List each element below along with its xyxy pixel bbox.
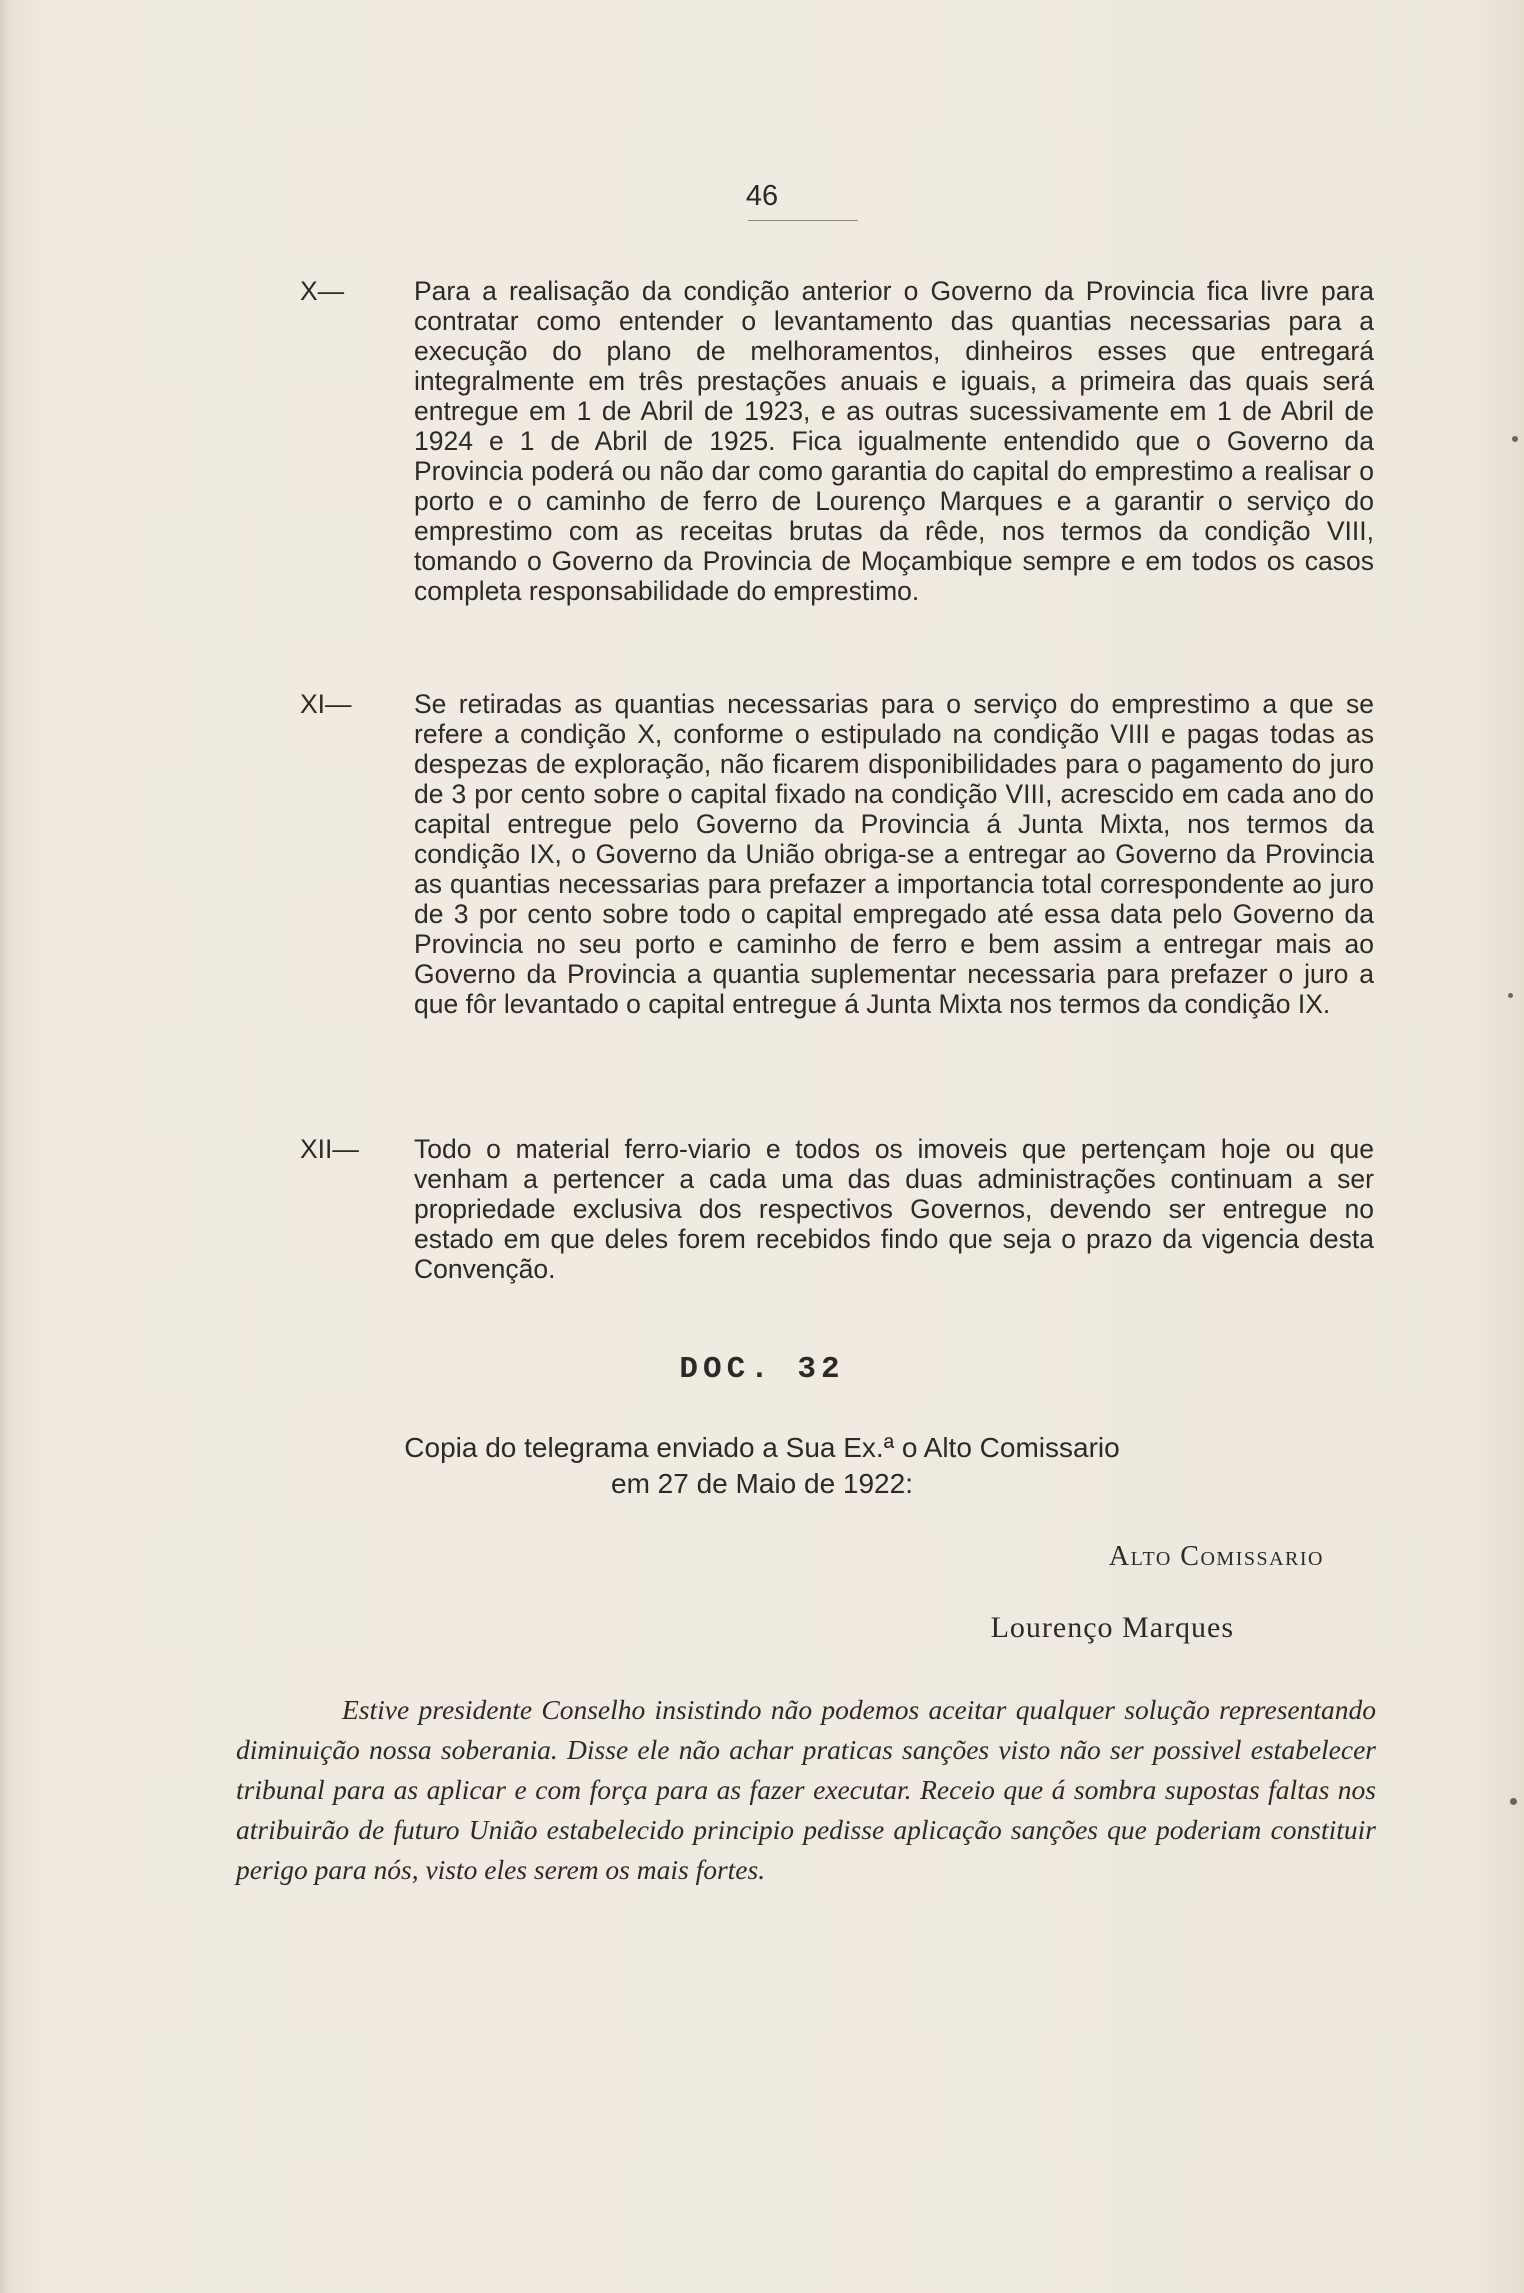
clause-xi (300, 689, 1374, 1019)
clause-text: Se retiradas as quantias necessarias para o serviço do emprestimo a que se refere a condição X, conforme o estipulado na condição VIII e pagas todas as despezas de exploração, não ficarem disponibilidades para o pagamento do juro de 3 por cento sobre o capital fixado na condição VIII, acrescido em cada ano do capital entregue pelo Governo da Provincia á Junta Mixta, nos termos da condição IX, o Governo da União obriga-se a entregar ao Governo da Provincia as quantias necessarias para prefazer a importancia total correspondente ao juro de 3 por cento sobre todo o capital empregado até essa data pelo Governo da Provincia no seu porto e caminho de ferro e bem assim a entregar mais ao Governo da Provincia a quantia suplementar necessaria para prefazer o juro a que fôr levantado o capital entregue á Junta Mixta nos termos da condição IX. (414, 689, 1374, 1019)
paper-speck (1508, 993, 1513, 998)
clause-number: X— (300, 276, 345, 306)
page-edge-shadow (0, 0, 10, 2293)
telegram-caption-line-1: Copia do telegrama enviado a Sua Ex.ª o Alto Comissario (404, 1432, 1120, 1463)
clause-xii (300, 1134, 1374, 1284)
paper-speck (1512, 436, 1518, 442)
clause-x (300, 276, 1374, 606)
paper-speck (1510, 1798, 1517, 1805)
telegram-caption-line-2: em 27 de Maio de 1922: (611, 1468, 913, 1499)
addressee-title: Alto Comissario (1108, 1541, 1324, 1572)
addressee-place: Lourenço Marques (990, 1611, 1234, 1644)
page-number-rule (748, 220, 858, 221)
clause-text: Para a realisação da condição anterior o Governo da Provincia fica livre para contratar como entender o levantamento das quantias necessarias para a execução do plano de melhoramentos, dinheiros esses que entregará integralmente em três prestações anuais e iguais, a primeira das quais será entregue em 1 de Abril de 1923, e as outras sucessivamente em 1 de Abril de 1924 e 1 de Abril de 1925. Fica igualmente entendido que o Governo da Provincia poderá ou não dar como garantia do capital do emprestimo a realisar o porto e o caminho de ferro de Lourenço Marques e a garantir o serviço do emprestimo com as receitas brutas da rêde, nos termos da condição VIII, tomando o Governo da Provincia de Moçambique sempre e em todos os casos completa responsabilidade do emprestimo. (414, 276, 1374, 606)
page-number: 46 (745, 180, 779, 212)
clause-number: XII— (300, 1134, 359, 1164)
clause-text: Todo o material ferro-viario e todos os imoveis que pertençam hoje ou que venham a pertencer a cada uma das duas administrações continuam a ser propriedade exclusiva dos respectivos Governos, devendo ser entregue no estado em que deles forem recebidos findo que seja o prazo da vigencia desta Convenção. (414, 1134, 1374, 1284)
clause-number: XI— (300, 689, 352, 719)
telegram-text: Estive presidente Conselho insistindo não podemos aceitar qualquer solução representando diminuição nossa soberania. Disse ele não achar praticas sanções visto não ser possivel estabelecer tribunal para as aplicar e com força para as fazer executar. Receio que á sombra supostas faltas nos atribuirão de futuro União estabelecido principio pedisse aplicação sanções que poderiam constituir perigo para nós, visto eles serem os mais fortes. (236, 1694, 1376, 1885)
doc-heading: DOC. 32 (679, 1352, 845, 1387)
